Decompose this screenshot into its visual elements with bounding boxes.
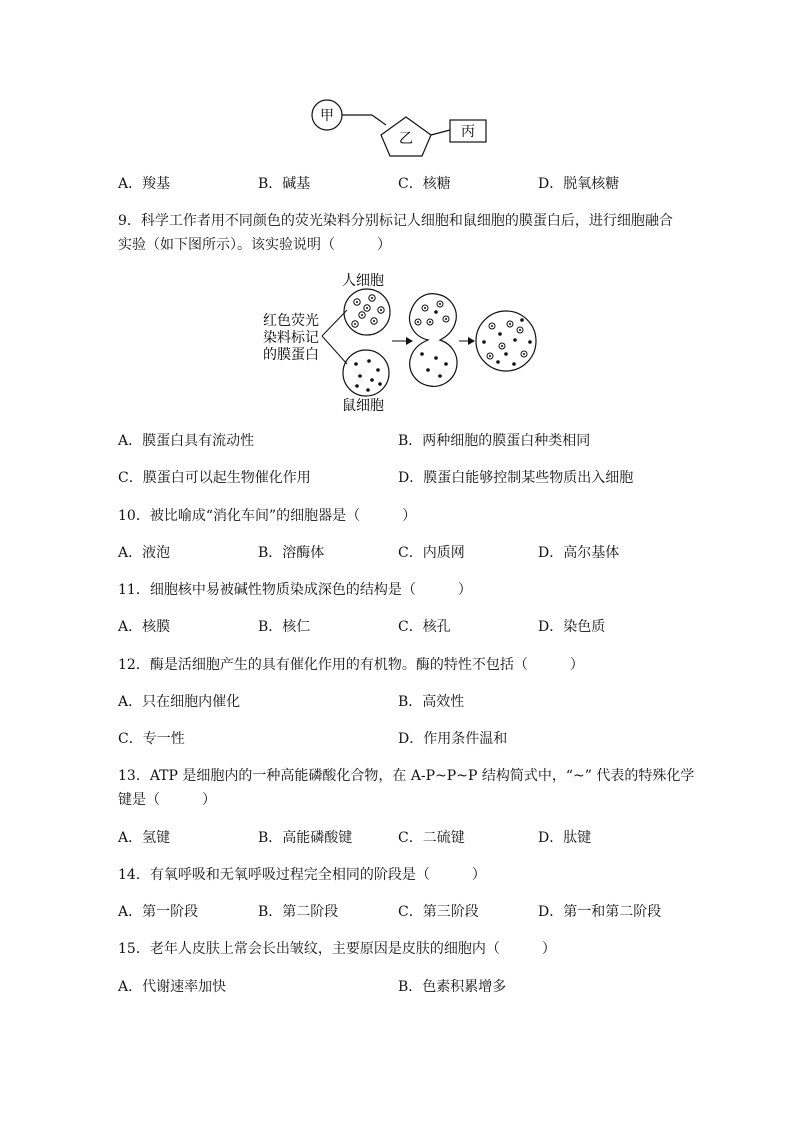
q9-option-c[interactable]: C．膜蛋白可以起生物催化作用 (118, 470, 311, 486)
dye-label-line2: 染料标记 (263, 330, 319, 346)
sugar-label: 乙 (399, 131, 413, 147)
base-label: 丙 (461, 124, 475, 140)
mouse-cell (343, 350, 389, 396)
q8-option-d[interactable]: D．脱氧核糖 (538, 176, 620, 192)
fusion-arrowhead (406, 337, 413, 345)
q10-stem: 10．被比喻成“消化车间”的细胞器是（ ） (118, 508, 417, 524)
q9-option-b[interactable]: B．两种细胞的膜蛋白种类相同 (398, 433, 591, 449)
q15-stem: 15．老年人皮肤上常会长出皱纹，主要原因是皮肤的细胞内（ ） (118, 941, 556, 957)
phosphate-label: 甲 (320, 108, 334, 124)
q12-stem: 12．酶是活细胞产生的具有催化作用的有机物。酶的特性不包括（ ） (118, 657, 584, 673)
q14-option-c[interactable]: C．第三阶段 (398, 904, 479, 920)
q8-option-b[interactable]: B．碱基 (258, 176, 311, 192)
q13-stem-line2: 键是（ ） (118, 792, 216, 808)
fusing-cell-proteins (415, 301, 449, 325)
q11-option-b[interactable]: B．核仁 (258, 619, 311, 635)
pointer-to-mouse (322, 336, 347, 364)
q11-option-a[interactable]: A．核膜 (118, 619, 171, 635)
q13-option-d[interactable]: D．肽键 (538, 830, 592, 846)
q10-option-d[interactable]: D．高尔基体 (538, 545, 620, 561)
q14-option-b[interactable]: B．第二阶段 (258, 904, 339, 920)
q9-option-a[interactable]: A．膜蛋白具有流动性 (118, 433, 255, 449)
q14-option-a[interactable]: A．第一阶段 (118, 904, 199, 920)
fusing-cell (410, 294, 458, 387)
q8-option-a[interactable]: A．羧基 (118, 176, 171, 192)
q13-option-a[interactable]: A．氢键 (118, 830, 171, 846)
q15-option-a[interactable]: A．代谢速率加快 (118, 979, 227, 995)
dye-label-line1: 红色荧光 (263, 313, 319, 329)
q10-option-b[interactable]: B．溶酶体 (258, 545, 325, 561)
mouse-cell-label: 鼠细胞 (342, 398, 384, 414)
cell-fusion-figure (0, 264, 794, 414)
q15-option-b[interactable]: B．色素积累增多 (398, 979, 507, 995)
q12-option-d[interactable]: D．作用条件温和 (398, 731, 508, 747)
q13-option-b[interactable]: B．高能磷酸键 (258, 830, 353, 846)
q8-option-c[interactable]: C．核糖 (398, 176, 451, 192)
q12-option-a[interactable]: A．只在细胞内催化 (118, 694, 241, 710)
pointer-to-human (322, 310, 347, 336)
mouse-cell-proteins (354, 359, 382, 392)
q12-option-b[interactable]: B．高效性 (398, 694, 465, 710)
q13-option-c[interactable]: C．二硫键 (398, 830, 465, 846)
q9-stem-line1: 9．科学工作者用不同颜色的荧光染料分别标记人细胞和鼠细胞的膜蛋白后，进行细胞融合 (118, 213, 673, 229)
q10-option-a[interactable]: A．液泡 (118, 545, 171, 561)
q10-option-c[interactable]: C．内质网 (398, 545, 465, 561)
q11-stem: 11．细胞核中易被碱性物质染成深色的结构是（ ） (118, 582, 472, 598)
q9-stem-line2: 实验（如下图所示）。该实验说明（ ） (118, 237, 391, 253)
dye-label-line3: 的膜蛋白 (263, 347, 319, 363)
q14-option-d[interactable]: D．第一和第二阶段 (538, 904, 662, 920)
q11-option-d[interactable]: D．染色质 (538, 619, 606, 635)
q14-stem: 14．有氧呼吸和无氧呼吸过程完全相同的阶段是（ ） (118, 867, 486, 883)
human-cell-label: 人细胞 (342, 273, 384, 289)
human-cell-proteins (352, 295, 384, 327)
q12-option-c[interactable]: C．专一性 (118, 731, 185, 747)
phosphate-bond-2 (372, 115, 386, 125)
q11-option-c[interactable]: C．核孔 (398, 619, 451, 635)
q13-stem-line1: 13．ATP 是细胞内的一种高能磷酸化合物，在 A-P~P~P 结构简式中，“~” 代表的特殊化学 (118, 768, 695, 784)
mixing-arrowhead (468, 337, 475, 345)
q9-option-d[interactable]: D．膜蛋白能够控制某些物质出入细胞 (398, 470, 634, 486)
base-bond (431, 130, 450, 135)
